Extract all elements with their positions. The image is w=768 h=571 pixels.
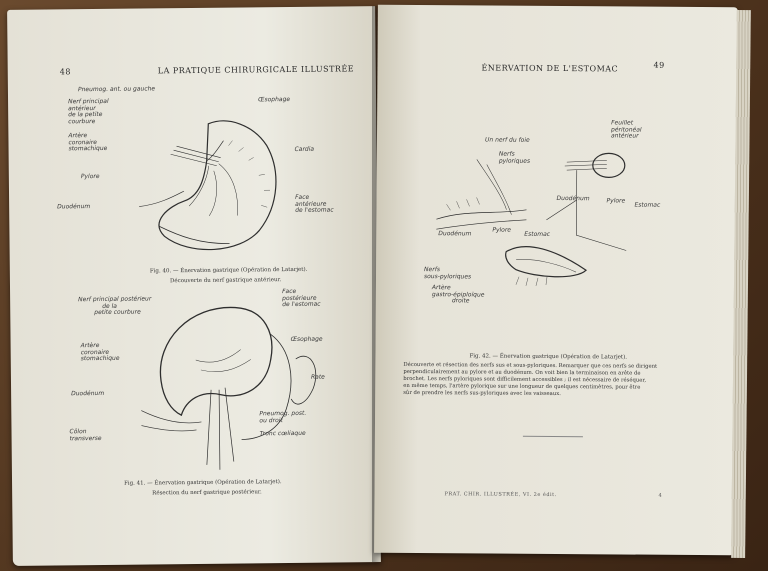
legend-line: brochet. Les nerfs pyloriques sont difficilement accessibles ; il est nécessaire de réséquer,	[403, 375, 647, 384]
left-running-head: LA PRATIQUE CHIRURGICALE ILLUSTRÉE	[157, 64, 355, 76]
left-page-number: 48	[59, 67, 71, 77]
label-duodenum: Duodénum	[57, 203, 91, 211]
label-nerf-principal-anterieur: Nerf principal antérieur de la petite courbure	[68, 97, 109, 125]
legend-line: Découverte et résection des nerfs sus et sous-pyloriques. Remarquer que ces nerfs se dirigent	[403, 361, 658, 370]
fig41-caption: Fig. 41. — Énervation gastrique (Opération de Latarjet).	[124, 479, 282, 487]
page-footer: PRAT. CHIR. ILLUSTRÉE, VI. 2e édit.	[444, 491, 557, 499]
right-page	[374, 5, 738, 555]
label-face-anterieure: Face antérieure de l'estomac	[295, 193, 334, 214]
label-nerfs-pyloriques: Nerfs pyloriques	[498, 150, 531, 165]
label-nerf-du-foie: Un nerf du foie	[484, 136, 530, 144]
label-nerf-principal-posterieur: Nerf principal postérieur de la petite courbure	[78, 295, 152, 317]
figure-41-illustration	[100, 288, 342, 476]
label-tronc-coeliaque: Tronc cœliaque	[259, 429, 306, 438]
label-estomac-lower: Estomac	[524, 230, 551, 238]
figure-40-illustration	[88, 85, 330, 266]
legend-line: sûr de prendre les nerfs sus-pyloriques avec les vaisseaux.	[403, 389, 561, 398]
legend-line: en même temps, l'artère pylorique sur une longueur de quelques centimètres, pour être	[403, 382, 641, 391]
label-rate: Rate	[310, 373, 325, 381]
label-feuillet-peritoneal: Feuillet péritonéal antérieur	[610, 119, 642, 140]
label-oesophage-posterieur: Œsophage	[290, 335, 323, 343]
label-estomac-upper: Estomac	[634, 201, 661, 209]
label-duodenum-upper: Duodénum	[556, 195, 590, 203]
fig42-caption: Fig. 42. — Énervation gastrique (Opération de Latarjet).	[469, 353, 628, 361]
label-colon-transverse: Côlon transverse	[69, 428, 102, 442]
fig40-subcaption: Découverte du nerf gastrique antérieur.	[169, 277, 282, 285]
right-running-head: ÉNERVATION DE L'ESTOMAC	[481, 63, 619, 74]
label-artere-gastro-epiploique: Artère gastro-épiploïque droite	[431, 284, 485, 305]
section-rule	[523, 436, 583, 437]
label-pylore-upper: Pylore	[606, 197, 626, 205]
label-pylore-lower: Pylore	[492, 226, 512, 234]
label-artere-coronaire-posterieure: Artère coronaire stomachique	[80, 341, 120, 363]
right-page-number: 49	[653, 60, 665, 70]
fig42-legend-text	[403, 362, 657, 399]
label-oesophage: Œsophage	[258, 95, 291, 104]
legend-line: perpendiculairement au pylore et au duodénum. On voit bien la terminaison en arête de	[403, 368, 641, 377]
fig41-subcaption: Résection du nerf gastrique postérieur.	[152, 489, 262, 497]
label-duodenum-lower: Duodénum	[438, 230, 472, 238]
fig40-caption: Fig. 40. — Énervation gastrique (Opération de Latarjet).	[149, 266, 308, 275]
label-pneumog-anterior: Pneumog. ant. ou gauche	[77, 85, 156, 94]
left-page	[7, 6, 381, 566]
figure-42-illustration	[416, 109, 697, 311]
label-face-posterieure: Face postérieure de l'estomac	[282, 287, 321, 309]
label-artere-coronaire: Artère coronaire stomachique	[68, 132, 108, 153]
label-duodenum-posterieur: Duodénum	[71, 389, 105, 398]
label-nerfs-sous-pyloriques: Nerfs sous-pyloriques	[423, 266, 472, 280]
label-pneumog-posterieur: Pneumog. post. ou droit	[259, 409, 307, 424]
signature-mark: 4	[658, 492, 663, 499]
label-pylore: Pylore	[80, 172, 100, 181]
label-cardia: Cardia	[294, 145, 315, 153]
